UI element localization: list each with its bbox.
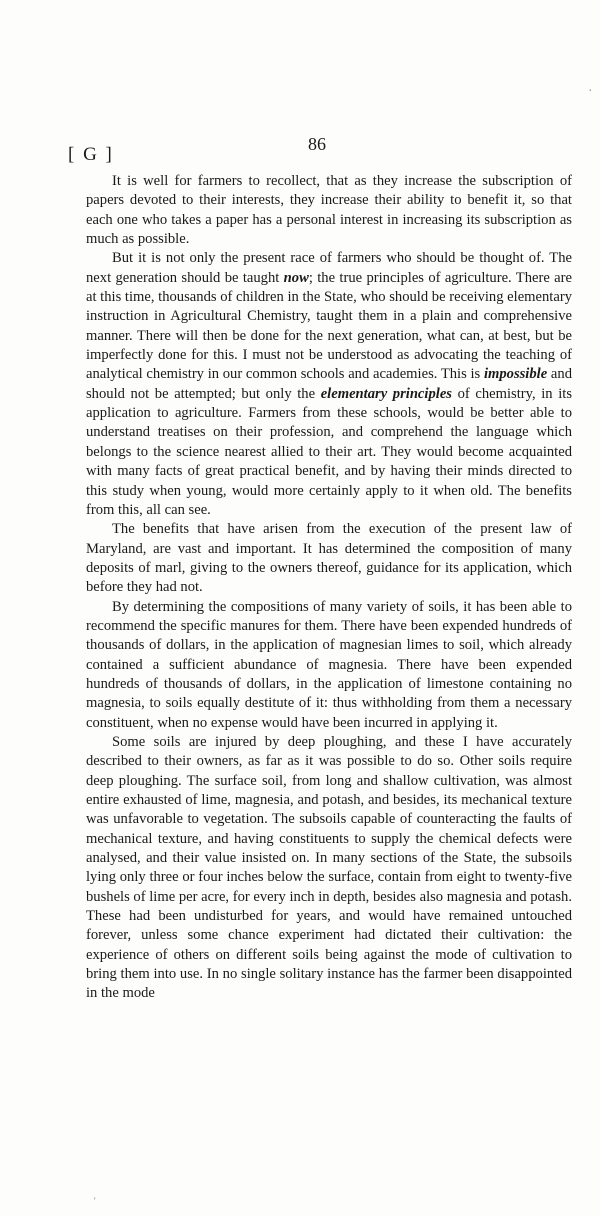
paragraph-4 bbox=[86, 598, 572, 733]
paragraph-1-text: It is well for farmers to recollect, that as they increase the subscription of papers devoted to their interests, they increase their ability to benefit it, so that each one who takes a paper has a personal interest in increasing its subscription as much as possible. bbox=[86, 173, 572, 248]
body-text bbox=[86, 172, 572, 1004]
paragraph-3-text: The benefits that have arisen from the execution of the present law of Maryland, are vast and important. It has determined the composition of many deposits of marl, giving to the owners thereof, guidance for its application, which before they had not. bbox=[86, 521, 572, 596]
paragraph-2-text-b: ; the true principles of agriculture. There are at this time, thousands of children in the State, who should be receiving elementary instruction in Agricultural Chemistry, taught them in a plain and comprehensive manner. There will then be done for the next generation, what can, at best, but be imperfectly done for this. I must not be understood as advocating the teaching of analytical chemistry in our common schools and academies. This is bbox=[86, 269, 572, 383]
paragraph-5-text: Some soils are injured by deep ploughing, and these I have accurately described to their owners, as far as it was possible to do so. Other soils require deep ploughing. The surface soil, from long and shallow cultivation, was almost entire exhausted of lime, magnesia, and potash, and besides, its mechanical texture was unfavorable to vegetation. The subsoils capable of counteracting the faults of mechanical texture, and having constituents to supply the chemical defects were analysed, and their value insisted on. In many sections of the State, the subsoils lying only three or four inches below the surface, contain from eight to twenty-five bushels of lime per acre, for every inch in depth, besides also magnesia and potash. These had been undisturbed for years, and would have remained untouched forever, unless some chance experiment had dictated their cultivation: the experience of others on different soils being against the mode of cultivation to bring them into use. In no single solitary instance has the farmer been disappointed in the mode bbox=[86, 733, 572, 1002]
bottom-ink-mark-decoration: ' bbox=[94, 1196, 96, 1206]
emphasis-impossible: impossible bbox=[483, 366, 548, 383]
emphasis-elementary-principles: elementary principles bbox=[320, 385, 452, 402]
emphasis-now: now bbox=[283, 269, 309, 286]
paragraph-5 bbox=[86, 733, 572, 1004]
paragraph-3 bbox=[86, 520, 572, 597]
page-number: 86 bbox=[308, 134, 326, 154]
margin-speck-decoration: · bbox=[588, 84, 593, 99]
printer-signature-mark: [ G ] bbox=[68, 144, 114, 165]
paragraph-2 bbox=[86, 249, 572, 520]
paragraph-4-text: By determining the compositions of many variety of soils, it has been able to recommend the specific manures for them. There have been expended hundreds of thousands of dollars, in the application of magnesian limes to soil, which already contained a sufficient abundance of magnesia. There have been expended hundreds of thousands of dollars, in the application of limestone containing no magnesia, to soils equally destitute of it: thus withholding from them a necessary constituent, when no expense would have been incurred in applying it. bbox=[86, 598, 572, 731]
paragraph-2-text-c: and should not be attempted; but only the bbox=[86, 366, 572, 402]
paragraph-2-text-d: of chemistry, in its application to agriculture. Farmers from these schools, would be better able to understand treatises on their profession, and comprehend the language which belongs to the science nearest allied to their art. They would become acquainted with many facts of great practical benefit, and by having their minds directed to this study when young, would more certainly apply to it when old. The benefits from this, all can see. bbox=[86, 385, 573, 518]
paragraph-2-text-a: But it is not only the present race of farmers who should be thought of. The next generation should be taught bbox=[86, 250, 572, 286]
paragraph-1 bbox=[86, 172, 572, 249]
